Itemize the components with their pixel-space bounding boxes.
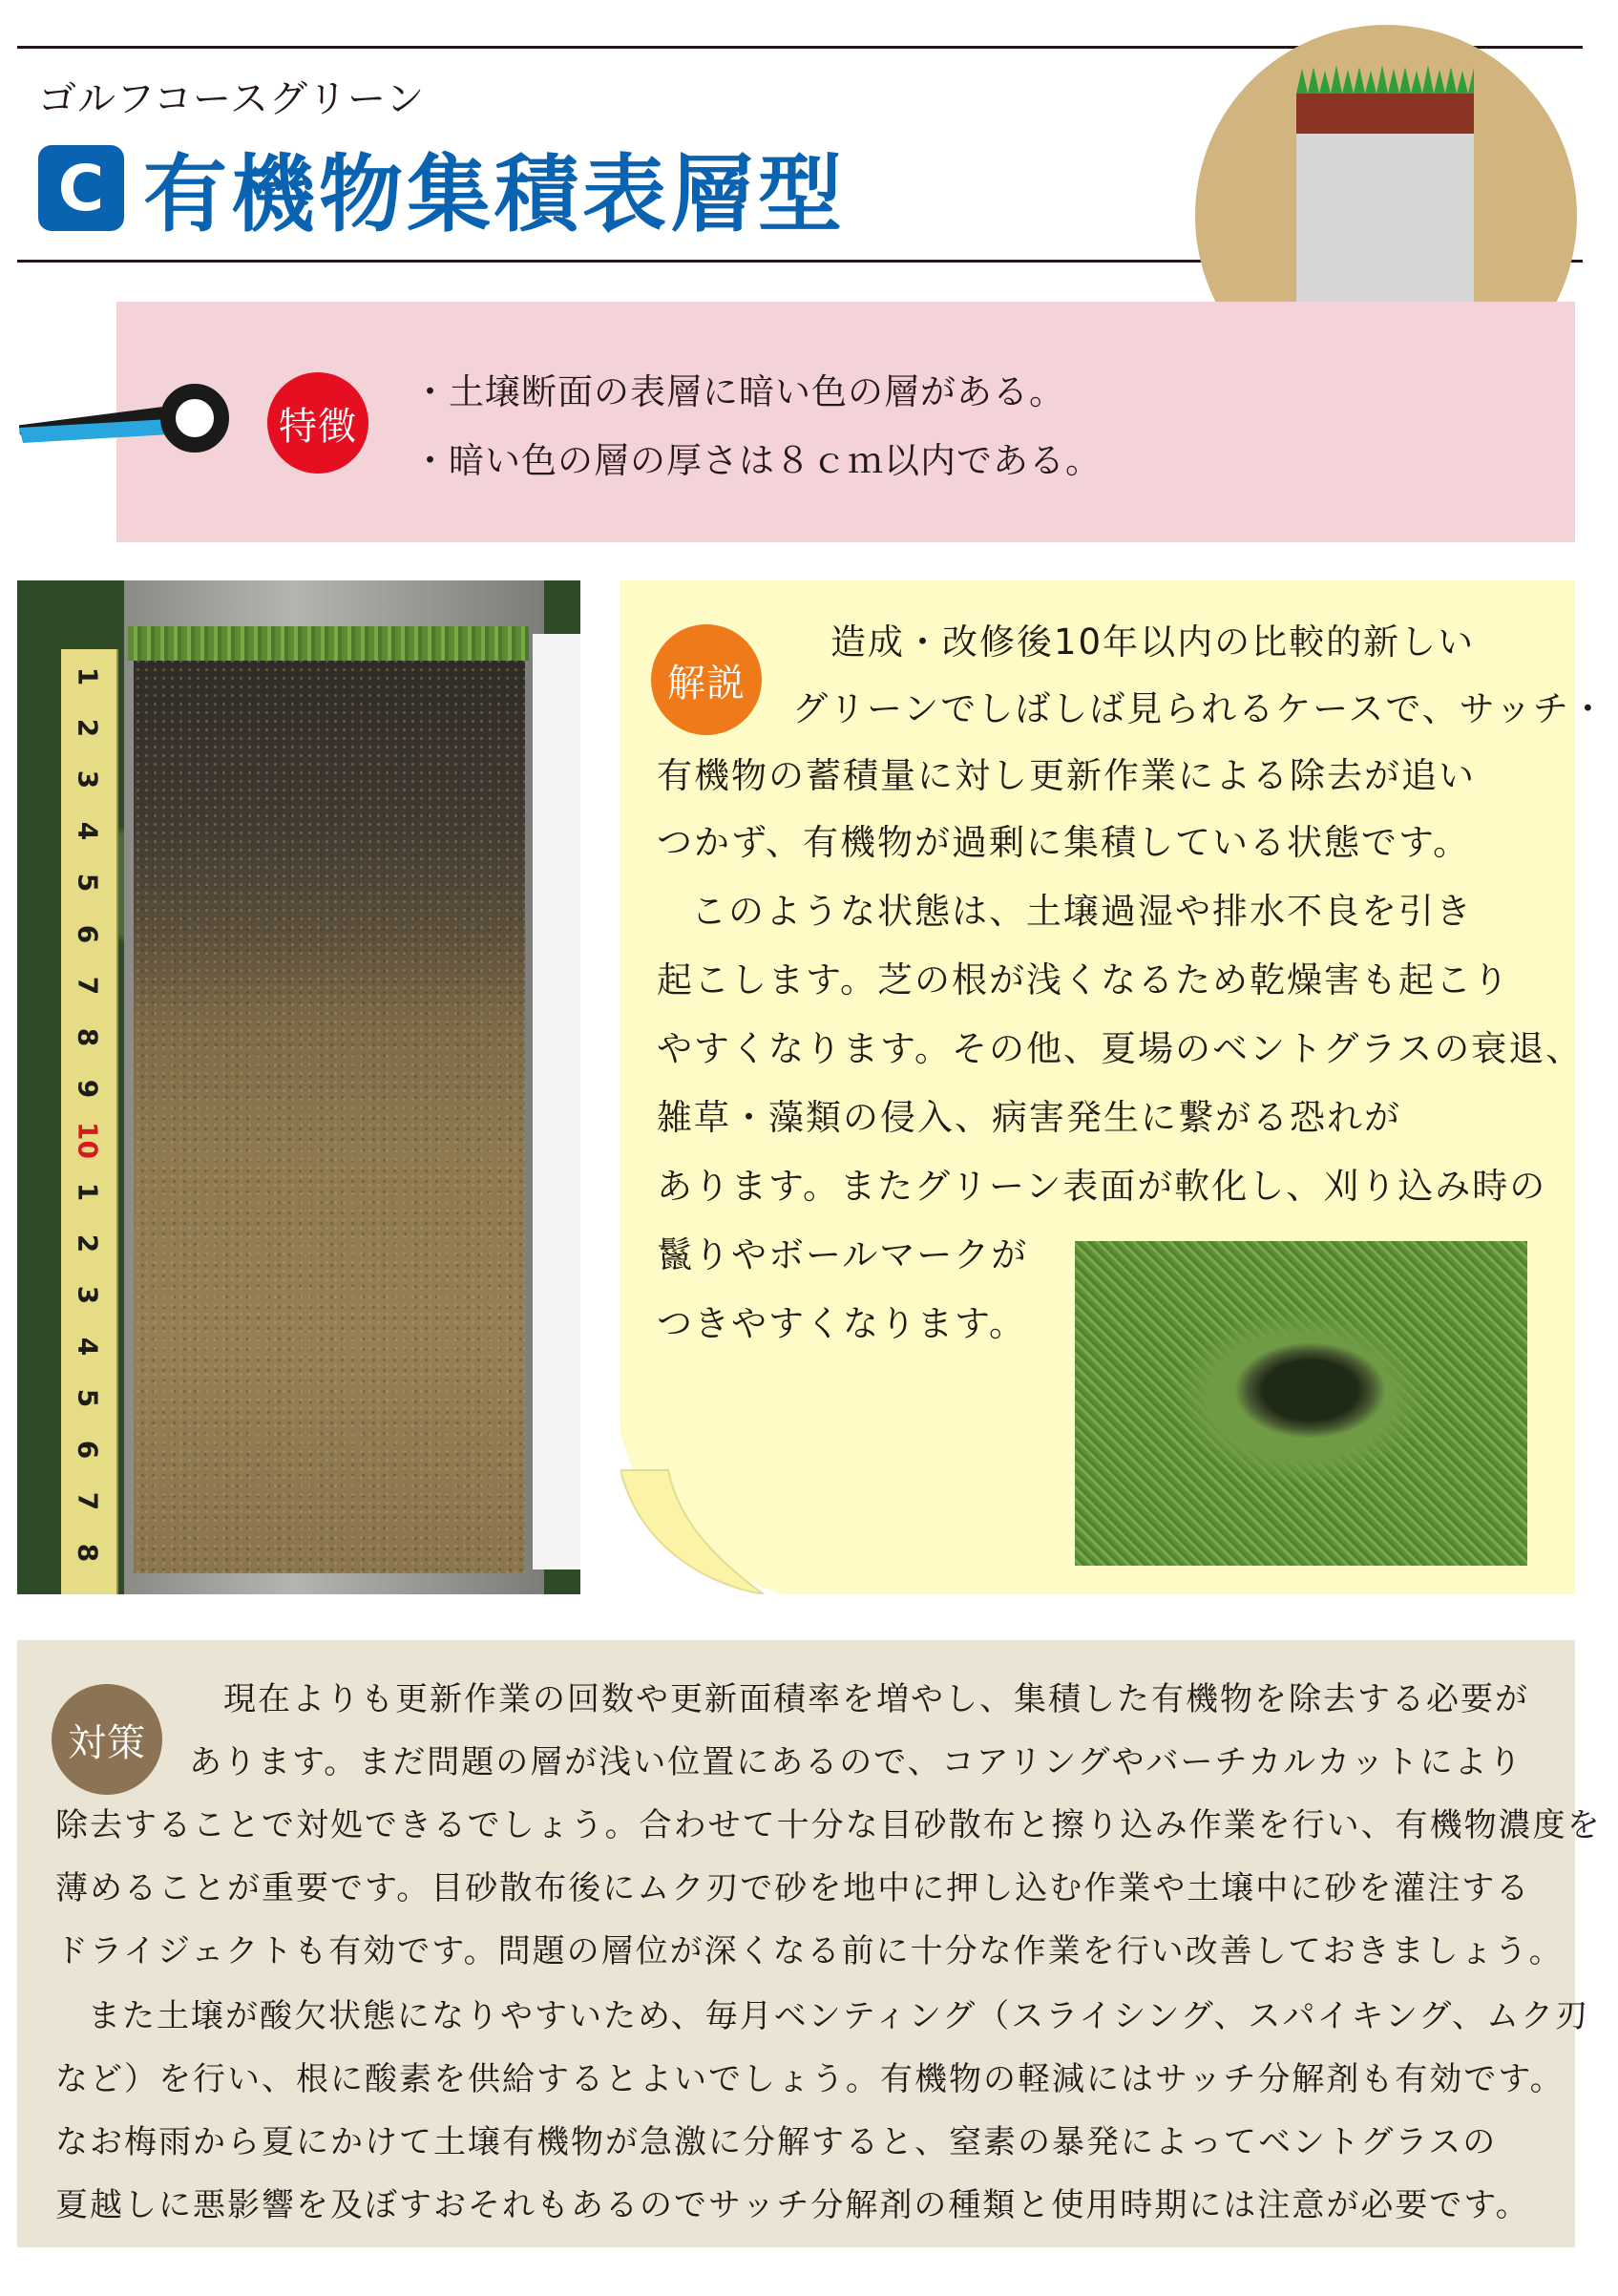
ruler-number: 7 — [72, 1491, 104, 1511]
ruler-number: 2 — [72, 1233, 104, 1253]
explanation-line: あります。またグリーン表面が軟化し、刈り込み時の — [657, 1166, 1547, 1207]
countermeasure-line: ドライジェクトも有効です。問題の層位が深くなる前に十分な作業を行い改善しておきましょう。 — [55, 1932, 1564, 1970]
ruler-number: 7 — [72, 976, 104, 996]
soil-core-photo — [17, 580, 580, 1594]
explanation-line: やすくなります。その他、夏場のベントグラスの衰退、 — [657, 1028, 1584, 1069]
measuring-ruler — [61, 649, 118, 1594]
explanation-line: 造成・改修後10年以内の比較的新しい — [830, 621, 1476, 663]
countermeasure-label: 対策 — [52, 1684, 162, 1795]
countermeasure-line: など）を行い、根に酸素を供給するとよいでしょう。有機物の軽減にはサッチ分解剤も有効です。 — [55, 2060, 1565, 2098]
feature-line-2: ・暗い色の層の厚さは８ｃｍ以内である。 — [412, 440, 1102, 481]
dark-organic-layer — [1296, 94, 1474, 134]
page-title: 有機物集積表層型 — [143, 145, 847, 243]
ball-mark-photo — [1075, 1241, 1527, 1566]
turf-top — [128, 626, 529, 661]
countermeasure-line: 薄めることが重要です。目砂散布後にムク刃で砂を地中に押し込む作業や土壌中に砂を灌注する — [55, 1869, 1531, 1907]
countermeasure-line: 現在よりも更新作業の回数や更新面積率を増やし、集積した有機物を除去する必要が — [223, 1680, 1529, 1718]
ruler-number: 4 — [72, 821, 104, 841]
ruler-number: 9 — [72, 1079, 104, 1099]
ruler-number: 8 — [72, 1027, 104, 1047]
explanation-line: 雑草・藻類の侵入、病害発生に繋がる恐れが — [657, 1097, 1401, 1138]
section-badge: C — [38, 145, 124, 231]
ruler-number: 1 — [72, 666, 104, 686]
ruler-number: 8 — [72, 1543, 104, 1563]
explanation-line: 起こします。芝の根が浅くなるため乾燥害も起こり — [657, 959, 1511, 1001]
countermeasure-line: なお梅雨から夏にかけて土壌有機物が急激に分解すると、窒素の暴発によってベントグラスの — [55, 2123, 1498, 2161]
ruler-number: 6 — [72, 1440, 104, 1460]
countermeasure-line: あります。まだ問題の層が浅い位置にあるので、コアリングやバーチカルカットにより — [189, 1743, 1523, 1781]
feature-line-1: ・土壌断面の表層に暗い色の層がある。 — [412, 371, 1065, 412]
countermeasure-line: 除去することで対処できるでしょう。合わせて十分な目砂散布と擦り込み作業を行い、有機物濃度を — [55, 1806, 1602, 1844]
explanation-line: 有機物の蓄積量に対し更新作業による除去が追い — [657, 755, 1476, 796]
ruler-number: 2 — [72, 718, 104, 738]
page-subtitle: ゴルフコースグリーン — [38, 77, 426, 121]
explanation-line: 鬣りやボールマークが — [657, 1234, 1029, 1275]
soil-texture — [134, 657, 525, 1573]
ruler-number: 5 — [72, 1388, 104, 1408]
countermeasure-line: また土壌が酸欠状態になりやすいため、毎月ベンティング（スライシング、スパイキング、ムク刃 — [88, 1997, 1589, 2035]
ruler-number: 5 — [72, 873, 104, 893]
pin-ring-icon — [160, 384, 229, 453]
ruler-number: 6 — [72, 924, 104, 944]
ruler-number: 4 — [72, 1337, 104, 1357]
explanation-line: このような状態は、土壌過湿や排水不良を引き — [691, 891, 1473, 932]
explanation-line: グリーンでしばしば見られるケースで、サッチ・ — [792, 688, 1607, 729]
explanation-line: つきやすくなります。 — [657, 1303, 1027, 1344]
ruler-number: 3 — [72, 1285, 104, 1305]
explanation-line: つかず、有機物が過剰に集積している状態です。 — [657, 822, 1471, 863]
explanation-label: 解説 — [651, 624, 762, 735]
countermeasure-line: 夏越しに悪影響を及ぼすおそれもあるのでサッチ分解剤の種類と使用時期には注意が必要です。 — [55, 2186, 1530, 2224]
page-curl-icon — [620, 1432, 783, 1594]
grass-icon — [1296, 65, 1474, 94]
white-backing — [533, 634, 580, 1569]
feature-label: 特徴 — [267, 372, 368, 474]
ruler-number: 3 — [72, 769, 104, 790]
ruler-number: 1 — [72, 1182, 104, 1202]
ruler-number: 10 — [72, 1122, 104, 1159]
